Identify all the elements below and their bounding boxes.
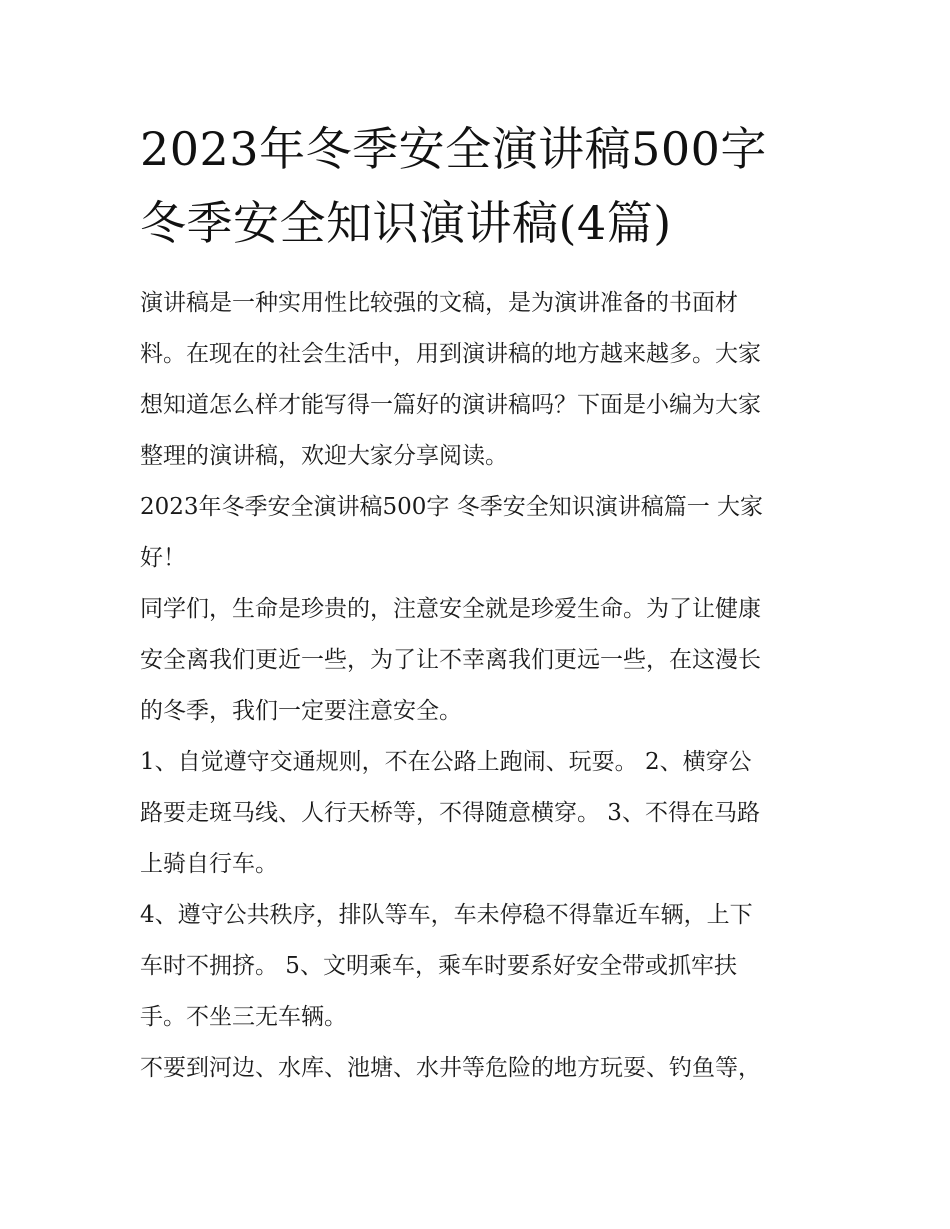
text-line: 车时不拥挤。 5、文明乘车，乘车时要系好安全带或抓牢扶 (140, 953, 737, 979)
text-line: 的冬季，我们一定要注意安全。 (140, 698, 462, 724)
paragraph-intro (140, 278, 830, 482)
text-line: 1、自觉遵守交通规则，不在公路上跑闹、玩耍。 2、横穿公 (140, 749, 752, 775)
text-line: 手。不坐三无车辆。 (140, 1004, 347, 1030)
paragraph-rules-4-5 (140, 890, 830, 1043)
text-line: 好！ (140, 545, 186, 571)
text-line: 4、遵守公共秩序，排队等车，车未停稳不得靠近车辆，上下 (140, 902, 753, 928)
paragraph-section-heading (140, 482, 830, 584)
paragraph-water-safety (140, 1043, 830, 1094)
text-line: 上骑自行车。 (140, 851, 278, 877)
title-line: 冬季安全知识演讲稿(4篇) (140, 196, 672, 250)
text-line: 2023年冬季安全演讲稿500字 冬季安全知识演讲稿篇一 大家 (140, 494, 764, 520)
text-line: 路要走斑马线、人行天桥等，不得随意横穿。 3、不得在马路 (140, 800, 760, 826)
text-line: 安全离我们更近一些，为了让不幸离我们更远一些，在这漫长 (140, 647, 761, 673)
title-line: 2023年冬季安全演讲稿500字 (140, 122, 767, 176)
document-title (140, 112, 820, 260)
text-line: 想知道怎么样才能写得一篇好的演讲稿吗？下面是小编为大家 (140, 392, 761, 418)
text-line: 不要到河边、水库、池塘、水井等危险的地方玩耍、钓鱼等， (140, 1055, 761, 1081)
text-line: 料。在现在的社会生活中，用到演讲稿的地方越来越多。大家 (140, 341, 761, 367)
text-line: 同学们，生命是珍贵的，注意安全就是珍爱生命。为了让健康 (140, 596, 761, 622)
paragraph-greeting (140, 584, 830, 737)
text-line: 整理的演讲稿，欢迎大家分享阅读。 (140, 443, 508, 469)
text-line: 演讲稿是一种实用性比较强的文稿，是为演讲准备的书面材 (140, 290, 738, 316)
paragraph-rules-1-3 (140, 737, 830, 890)
document-body (140, 278, 830, 1094)
